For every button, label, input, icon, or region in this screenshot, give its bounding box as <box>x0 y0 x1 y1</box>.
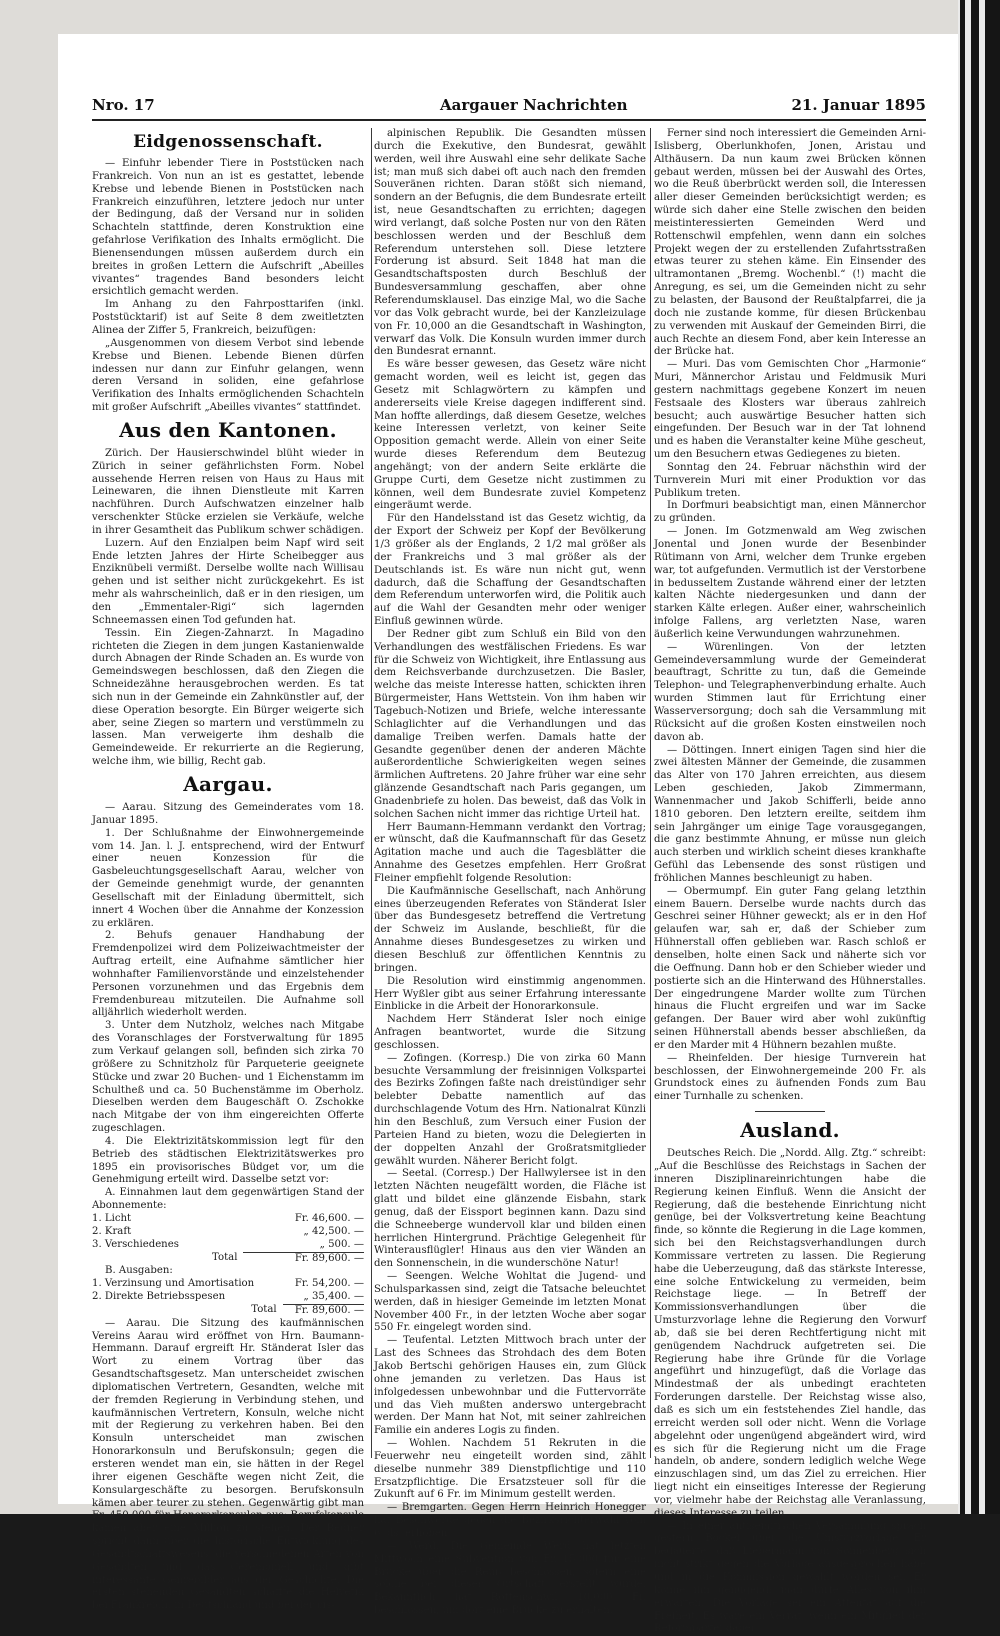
article-paragraph: — Jonen. Im Gotzmenwald am Weg zwischen Jonental und Jonen wurde der Besenbinder Rütimann von Arni, welcher dem Trunke ergeben war, tot aufgefunden. Vermutlich ist der Verstorbene in bedusseltem Zustande während einer der letzten kalten Nächte niedergesunken und dann der starken Kälte erlegen. Außer einer, wahrscheinlich infolge Fallens, arg verletzten Nase, waren äußerlich keine Verwundungen wahrzunehmen. <box>654 526 926 640</box>
article-paragraph: — Aarau. Sitzung des Gemeinderates vom 18. Januar 1895. <box>92 801 364 826</box>
table-row <box>92 1278 364 1291</box>
article-paragraph: Sonntag den 24. Februar nächsthin wird der Turnverein Muri mit einer Produktion vor das Publikum treten. <box>654 461 926 499</box>
article-paragraph: B. Ausgaben: <box>105 1265 173 1277</box>
article-paragraph: Deutsches Reich. Die „Nordd. Allg. Ztg.“ schreibt: „Auf die Beschlüsse des Reichstags in Sachen der inneren Disziplinareinrichtungen habe die Regierung keinen Einfluß. Wenn die Ansicht der Regierung, daß die bestehende Einrichtung nicht genüge, bei der Volksvertretung keine Beachtung finde, so könnte die Regierung in die Lage kommen, sich bei den Reichstagsverhandlungen durch Kommissare vertreten zu lassen. Die Regierung habe die Ueberzeugung, daß das stärkste Interesse, eine solche Entwickelung zu vermeiden, beim Reichstage liege. — In Betreff der Kommissionsverhandlungen über die Umsturzvorlage lehne die Regierung den Vorwurf ab, daß sie bei deren Rechtfertigung nicht mit genügendem Nachdruck aufgetreten sei. Die Regierung habe ihre Gründe für die Vorlage angeführt und hinzugefügt, daß die Vorlage das Mindestmaß der als unbedingt erachteten Forderungen darstelle. Der Reichstag wisse also, daß es sich um ein feststehendes Ziel handle, das erreicht werden soll oder nicht. Wenn die Vorlage abgelehnt oder ungenügend abgeändert wird, wird es sich für die Regierung nicht um die Frage handeln, ob andere, sondern lediglich welche Wege einzuschlagen sind, um das Ziel zu erreichen. Hier liegt nicht ein einseitiges Interesse der Regierung vor, vielmehr habe der Reichstag alle Veranlassung, dieses Interesse zu teilen. <box>654 1148 926 1519</box>
article-paragraph: In Dorfmuri beabsichtigt man, einen Männerchor zu gründen. <box>654 500 926 525</box>
article-paragraph: Ferner sind noch interessiert die Gemeinden Arni-Islisberg, Oberlunkhofen, Jonen, Aristau und Althäusern. Da nun kaum zwei Brücken können gebaut werden, müssen bei der Auswahl des Ortes, wo die Reuß überbrückt werden soll, die Interessen aller dieser Gemeinden berücksichtigt werden; es würde sich daher eine Stelle zwischen den beiden meistinteressierten Gemeinden Werd und Rottenschwil empfehlen, wenn dann ein solches Projekt wegen der zu erstellenden Zufahrtsstraßen etwas teurer zu stehen käme. Ein Einsender des ultramontanen „Bremg. Wochenbl.“ (!) macht die Anregung, es sei, um die Gemeinden nicht zu sehr zu belasten, der Bausond der Reußtalpfarrei, die ja doch nie zustande komme, für diesen Brückenbau zu verwenden mit Auskauf der Gemeinden Birri, die auch Rechte an diesem Fond, aber kein Interesse an der Brücke hat. <box>654 128 926 358</box>
issue-date: 21. Januar 1895 <box>791 96 926 114</box>
column-divider <box>371 128 372 1458</box>
article-paragraph: Die Resolution wird einstimmig angenommen. Herr Wyßler gibt aus seiner Erfahrung interessante Einblicke in die Arbeit der Honorarkonsule. <box>374 975 646 1013</box>
issue-number: Nro. 17 <box>92 96 155 114</box>
article-paragraph: — Muri. Das vom Gemischten Chor „Harmonie“ Muri, Männerchor Aristau und Feldmusik Muri gestern nachmittags gegebene Konzert im neuen Festsaale des Klosters war überaus zahlreich besucht; auch auswärtige Besucher hatten sich eingefunden. Der Besuch war in der Tat lohnend und es haben die Veranstalter keine Mühe gescheut, um den Besuchern etwas Gediegenes zu bieten. <box>654 359 926 461</box>
article-paragraph: — Obermumpf. Ein guter Fang gelang letzthin einem Bauern. Derselbe wurde nachts durch das Geschrei seiner Hühner geweckt; als er in den Hof gelaufen war, sah er, daß der Schieber zum Hühnerstall offen geblieben war. Rasch schloß er denselben, holte einen Sack und näherte sich vor die Oeffnung. Dann hob er den Schieber wieder und postierte sich an die Hinterwand des Hühnerstalles. Der eingedrungene Marder wollte zum Türchen hinaus die Flucht ergreifen und war im Sacke gefangen. Der Bauer wird aber wohl zukünftig seinen Hühnerstall abends besser abschließen, da er den Marder mit 4 Hühnern bezahlen mußte. <box>654 885 926 1051</box>
article-paragraph: Nachdem Herr Ständerat Isler noch einige Anfragen beantwortet, wurde die Sitzung geschlossen. <box>374 1014 646 1051</box>
budget-item-amount: Fr. 46,600. — <box>294 1212 364 1224</box>
table-row <box>92 1304 364 1317</box>
table-row <box>92 1291 364 1304</box>
article-paragraph: 1. Der Schlußnahme der Einwohnergemeinde vom 14. Jan. l. J. entsprechend, wird der Entwurf einer neuen Konzession für die Gasbeleuchtungsgesellschaft Aarau, welcher von der Gemeinde genehmigt wurde, der genannten Gesellschaft mit der Einladung übermittelt, sich innert 4 Wochen über die Annahme der Konzession zu erklären. <box>92 827 364 929</box>
article-paragraph: — Rheinfelden. Der hiesige Turnverein hat beschlossen, der Einwohnergemeinde 200 Fr. als Grundstock eines zu äufnenden Fonds zum Bau einer Turnhalle zu schenken. <box>654 1052 926 1103</box>
column-3 <box>654 128 926 1635</box>
article-paragraph: — Einfuhr lebender Tiere in Poststücken nach Frankreich. Von nun an ist es gestattet, lebende Krebse und lebende Bienen in Poststücken nach Frankreich einzuführen, letztere jedoch nur unter der Bedingung, daß der Versand nur in soliden Schachteln stattfinde, deren Konstruktion eine gefahrlose Verifikation des Inhalts ermöglicht. Die Bienensendungen müssen außerdem durch ein breites in großen Lettern die Aufschrift „Abeilles vivantes“ tragendes Band besonders leicht ersichtlich gemacht werden. <box>92 158 364 298</box>
budget-total-amount: Fr. 89,600. — <box>243 1252 364 1265</box>
budget-total-amount: Fr. 89,600. — <box>283 1304 364 1317</box>
budget-item-label: 1. Licht <box>92 1212 132 1224</box>
budget-item-label: 2. Direkte Betriebsspesen <box>92 1291 226 1303</box>
masthead-title: Aargauer Nachrichten <box>440 96 628 114</box>
article-paragraph: Herr Baumann-Hemmann verdankt den Vortrag; er wünscht, daß die Kaufmannschaft für das Gesetz Agitation mache und auch die Tagesblätter die Annahme des Gesetzes empfehlen. Herr Großrat Fleiner empfiehlt folgende Resolution: <box>374 821 646 884</box>
article-paragraph: — Werd. Die Gemeinde Werd hat letzten Mittwoch eine Subvention von Fr. 15,000 für eine Brücke über die Reuß beschlossen, sofern eine solche bei dieser Ortschaft erstellt würde. Bekanntlich hat Rottenschwil 10,000 Fr. beschlossen, um dort eine Brücke zu erhalten. <box>374 1540 646 1617</box>
table-row <box>92 1239 364 1252</box>
article-paragraph: Es wäre besser gewesen, das Gesetz wäre nicht gemacht worden, weil es leicht ist, gegen das Gesetz mit Schlagwörtern zu kämpfen und andererseits viele Kreise dagegen indifferent sind. Man hoffte allerdings, daß diesem Gesetze, welches keine Interessen verletzt, von keiner Seite Opposition gemacht werde. Allein von einer Seite wurde dieses Referendum dem Beutezug angehängt; von der andern Seite erklärte die Gruppe Curti, dem Gesetze nicht zustimmen zu können, weil dem Bundesrate zuviel Kompetenz eingeräumt werde. <box>374 359 646 512</box>
binding-edge <box>958 0 1000 1514</box>
column-1 <box>92 128 364 1612</box>
budget-total-label: Total <box>212 1252 238 1263</box>
table-row <box>92 1226 364 1239</box>
budget-table <box>92 1213 364 1265</box>
budget-item-amount: Fr. 54,200. — <box>294 1278 364 1290</box>
table-row <box>92 1252 364 1265</box>
article-paragraph: Für den Handelsstand ist das Gesetz wichtig, da der Export der Schweiz per Kopf der Bevölkerung 1/3 größer als der Englands, 2 1/2 mal größer als der Frankreichs und 3 mal größer als der Deutschlands ist. Es wäre nun nicht gut, wenn dadurch, daß die Schaffung der Gesandtschaften dem Referendum unterworfen wird, die Politik auch auf die Wahl der Gesandten mehr oder weniger Einfluß gewinnen würde. <box>374 513 646 628</box>
article-paragraph: A. Einnahmen laut dem gegenwärtigen Stand der Abonnemente: <box>92 1187 364 1212</box>
article-paragraph: Luzern. Auf den Enzialpen beim Napf wird seit Ende letzten Jahres der Hirte Scheibegger aus Enziknübeli vermißt. Derselbe wollte nach Willisau gehen und ist seither nicht zurückgekehrt. Es ist mehr als wahrscheinlich, daß er in den riesigen, um den „Emmentaler-Rigi“ sich lagernden Schneemassen einen Tod gefunden hat. <box>92 537 364 626</box>
article-paragraph: — In einer antisemitischen Versammlung sprach gestern Böckel über die Umsturzvorlage. Er bedauerte, daß Liebermann von Sonnenberg sich nicht strikt gegen die Vorlage ausgesprochen habe und in die Kommission gewählt worden sei. Er könne ihn genügend: man dürfe Alles von ihm erwarten. Die Vorlage sei ein Attentat auf die Freiheit. Es wäre ein Verrat, wenn ein Mitglied der Reformpartei dabei <box>654 1520 926 1635</box>
article-paragraph: 2. Behufs genauer Handhabung der Fremdenpolizei wird dem Polizeiwachtmeister der Auftrag erteilt, eine Aufnahme sämtlicher hier wohnhafter Familienvorstände und einzelstehender Personen vorzunehmen und das Ergebnis dem Fremdenbureau mitzuteilen. Die Aufnahme soll alljährlich wiederholt werden. <box>92 930 364 1019</box>
column-2 <box>374 128 646 1617</box>
header-rule <box>92 119 926 121</box>
article-paragraph: „Ausgenommen von diesem Verbot sind lebende Krebse und Bienen. Lebende Bienen dürfen indessen nur dann zur Einfuhr gelangen, wenn deren Versand in soliden, eine gefahrlose Verifikation des Inhalts ermöglichenden Schachteln mit großer Aufschrift „Abeilles vivantes“ stattfindet. <box>92 337 364 414</box>
article-paragraph: Der Redner gibt zum Schluß ein Bild von den Verhandlungen des westfälischen Friedens. Es war für die Schweiz von Wichtigkeit, ihre Entlassung aus dem Reichsverbande durchzusetzen. Die Basler, welche das meiste Interesse hatten, schickten ihren Bürgermeister, Hans Wettstein. Von ihm haben wir Tagebuch-Notizen und Briefe, welche interessante Schlaglichter auf die Verhandlungen und das damalige Treiben werfen. Damals hatte der Gesandte gegenüber denen der anderen Mächte außerordentliche Schwierigkeiten wegen seines ärmlichen Auftretens. 20 Jahre früher war eine sehr glänzende Gesandtschaft nach Paris gegangen, um Gnadenbriefe zu holen. Das beweist, daß das Volk in solchen Sachen nicht immer das richtige Urteil hat. <box>374 628 646 820</box>
budget-item-label: 3. Verschiedenes <box>92 1238 179 1250</box>
section-heading: Aus den Kantonen. <box>119 417 337 442</box>
table-row <box>92 1213 364 1226</box>
article-paragraph: alpinischen Republik. Die Gesandten müssen durch die Exekutive, den Bundesrat, gewählt werden, weil ihre Auswahl eine sehr delikate Sache ist; man muß sich dabei oft auch nach den fremden Souveränen richten. Daran stößt sich niemand, sondern an der Befugnis, die dem Bundesrate erteilt ist, neue Gesandtschaften zu errichten; dagegen wird verlangt, daß solche Posten nur von den Räten beschlossen werden und der Beschluß dem Referendum unterstehen soll. Diese letztere Forderung ist absurd. Seit 1848 hat man die Gesandtschaftsposten durch Beschluß der Bundesversammlung geschaffen, aber ohne Referendumsklausel. Das einzige Mal, wo die Sache vor das Volk gebracht wurde, bei der Kanzleizulage von Fr. 10,000 an die Gesandtschaft in Washington, verwarf das Volk. Die Konsuln wurden immer durch den Bundesrat ernannt. <box>374 128 646 358</box>
article-paragraph: — Aarau. Die Sitzung des kaufmännischen Vereins Aarau wird eröffnet von Hrn. Baumann-Hemmann. Darauf ergreift Hr. Ständerat Isler das Wort zu einem Vortrag über das Gesandtschaftsgesetz. Man unterscheidet zwischen diplomatischen Vertretern, Gesandten, welche mit der fremden Regierung in Verbindung stehen, und kaufmännischen Vertretern, Konsuln, welche nicht mit der Regierung zu verkehren haben. Bei den Konsuln unterscheidet man zwischen Honorarkonsuln und Berufskonsuln; gegen die ersteren wendet man ein, sie hätten in der Regel ihrer eigenen Geschäfte wegen nicht Zeit, die Konsulargeschäfte zu besorgen. Berufskonsuln kämen aber teurer zu stehen. Gegenwärtig gibt man Fr. 450,000 für Honorarkonsulen aus; Berufskonsule kämen aber eine Million zu stehen. Der Redner spricht dann über die historische Entwicklung des Gesandtschaftswesens, die verschiedenen Arten von Gesandten und das Ceremoniell und gibt interessante Genrebilder aus der Geschichte. Die ersten stehenden Gesandten schaffte die Helvetik bei Frankreich, in Deutschland und bei der cis- <box>92 1317 364 1612</box>
budget-item-amount: „ 35,400. — <box>303 1291 364 1303</box>
section-heading: Aargau. <box>183 771 273 796</box>
article-paragraph: Die Kaufmännische Gesellschaft, nach Anhörung eines überzeugenden Referates von Ständerat Isler über das Bundesgesetz betreffend die Vertretung der Schweiz im Auslande, beschließt, für die Annahme dieses Bundesgesetzes zu wirken und diesen Beschluß zur öffentlichen Kenntnis zu bringen. <box>374 885 646 974</box>
article-paragraph: 4. Die Elektrizitätskommission legt für den Betrieb des städtischen Elektrizitätswerkes pro 1895 ein provisorisches Büdget vor, um die Genehmigung erteilt wird. Dasselbe setzt vor: <box>92 1135 364 1186</box>
article-paragraph: — Bremgarten. Gegen Herrn Heinrich Honegger hat Beschwerde gegen die Bezirksrichterwahl vom 6. ds. erhoben. <box>374 1502 646 1539</box>
budget-table <box>92 1278 364 1318</box>
article-paragraph: — Wohlen. Nachdem 51 Rekruten in die Feuerwehr neu eingeteilt worden sind, zählt dieselbe nunmehr 389 Dienstpflichtige und 110 Ersatzpflichtige. Die Ersatzsteuer soll für die Zukunft auf 6 Fr. im Minimum gestellt werden. <box>374 1438 646 1501</box>
article-paragraph: — Seengen. Welche Wohltat die Jugend- und Schulsparkassen sind, zeigt die Tatsache beleuchtet werden, daß in hiesiger Gemeinde im letzten Monat November 400 Fr., in der letzten Woche aber sogar 550 Fr. eingelegt worden sind. <box>374 1271 646 1334</box>
article-paragraph: — Zofingen. (Korresp.) Die von zirka 60 Mann besuchte Versammlung der freisinnigen Volkspartei des Bezirks Zofingen faßte nach dreistündiger sehr belebter Debatte namentlich auf das durchschlagende Votum des Hrn. Nationalrat Künzli hin den Beschluß, zum Versuch einer Fusion der Parteien Hand zu bieten, wozu die Delegierten in der doppelten Anzahl der Großratsmitglieder gewählt wurden. Näherer Bericht folgt. <box>374 1052 646 1167</box>
budget-item-amount: „ 500. — <box>319 1238 364 1250</box>
budget-item-label: 2. Kraft <box>92 1225 132 1237</box>
budget-item-label: 1. Verzinsung und Amortisation <box>92 1278 255 1290</box>
column-divider <box>650 128 651 1458</box>
article-paragraph: — Teufental. Letzten Mittwoch brach unter der Last des Schnees das Strohdach des dem Boten Jakob Bertschi gehörigen Hauses ein, zum Glück ohne jemanden zu verletzen. Das Haus ist infolgedessen unbewohnbar und die Futtervorräte und das Vieh mußten anderswo untergebracht werden. Der Mann hat Not, mit seiner zahlreichen Familie ein anderes Logis zu finden. <box>374 1335 646 1437</box>
article-paragraph: Tessin. Ein Ziegen-Zahnarzt. In Magadino richteten die Ziegen in dem jungen Kastanienwalde durch Abnagen der Rinde Schaden an. Es wurde von Gemeindswegen beschlossen, daß den Ziegen die Schneidezähne herausgebrochen werden. Es tat sich nun in der Gemeinde ein Zahnkünstler auf, der diese Operation besorgte. Ein Bürger weigerte sich aber, seine Ziegen so martern und verstümmeln zu lassen. Man verweigerte ihm deshalb die Gemeindeweide. Er rekurrierte an die Regierung, welche ihm, wie billig, Recht gab. <box>92 627 364 768</box>
section-divider <box>755 1111 825 1112</box>
article-paragraph: Zürich. Der Hausierschwindel blüht wieder in Zürich in seiner gefährlichsten Form. Nobel aussehende Herren reisen von Haus zu Haus mit Leinewaren, die ihnen Dienstleute mit Karren nachführen. Durch Aufschwatzen einzelner halb verschenkter Stücke erzielen sie Verkäufe, welche in ihrer Gesamtheit das Publikum schwer schädigen. <box>92 447 364 536</box>
section-heading: Eidgenossenschaft. <box>133 132 323 152</box>
article-paragraph: — Döttingen. Innert einigen Tagen sind hier die zwei ältesten Männer der Gemeinde, die zusammen das Alter von 170 Jahren erreichten, aus diesem Leben geschieden, Jakob Zimmermann, Wannenmacher und Jakob Schifferli, beide anno 1810 geboren. Den letztern ereilte, seitdem ihm sein Jahrgänger um einige Tage vorausgegangen, die ganz bestimmte Ahnung, er müsse nun gleich auch sterben und wirklich scheint dieses krankhafte Gefühl das Lebensende des sonst rüstigen und fröhlichen Mannes beschleunigt zu haben. <box>654 744 926 884</box>
budget-total-label: Total <box>251 1304 277 1316</box>
article-paragraph: 3. Unter dem Nutzholz, welches nach Mitgabe des Voranschlages der Forstverwaltung für 1895 zum Verkauf gelangen soll, befinden sich zirka 70 größere zu Schnitzholz für Parqueterie geeignete Stücke und zwar 20 Buchen- und 1 Eichenstamm im Schultheß und ca. 50 Buchenstämme im Oberholz. Dieselben werden dem Baugeschäft O. Zschokke nach Mitgabe der von ihm eingereichten Offerte zugeschlagen. <box>92 1020 364 1135</box>
article-paragraph: — Würenlingen. Von der letzten Gemeindeversammlung wurde der Gemeinderat beauftragt, Schritte zu tun, daß die Gemeinde Telephon- und Telegraphenverbindung erhalte. Auch wurden Stimmen laut für Errichtung einer Wasserversorgung; doch sah die Versammlung mit Rücksicht auf die großen Kosten einstweilen noch davon ab. <box>654 641 926 743</box>
budget-item-amount: „ 42,500. — <box>303 1225 364 1237</box>
article-paragraph: Im Anhang zu den Fahrposttarifen (inkl. Poststücktarif) ist auf Seite 8 dem zweitletzten Alinea der Ziffer 5, Frankreich, beizufügen: <box>92 299 364 336</box>
article-paragraph: — Seetal. (Corresp.) Der Hallwylersee ist in den letzten Nächten neugefältt worden, die Fläche ist glatt und bildet eine glänzende Eisbahn, stark genug, daß der Eissport beginnen kann. Dazu sind die Schneeberge wundervoll klar und bilden einen herrlichen Hintergrund. Prächtige Gelegenheit für Winterausflügler! Hinaus aus den vier Wänden an den Sonnenschein, in die wunderschöne Natur! <box>374 1168 646 1270</box>
section-heading: Ausland. <box>740 1118 840 1143</box>
